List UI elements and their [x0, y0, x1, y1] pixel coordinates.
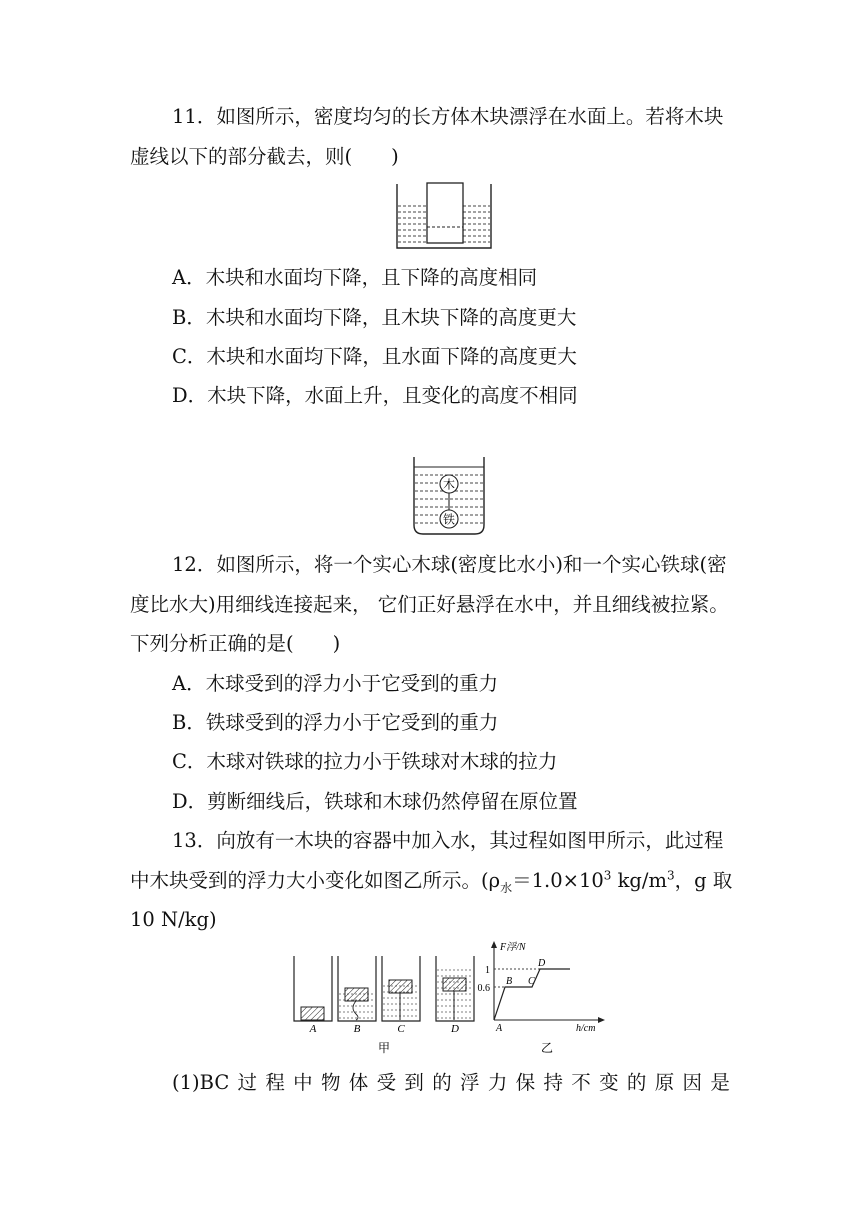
- q13-rho-subscript: 水: [500, 880, 513, 895]
- y-tick-1: 1: [485, 965, 490, 976]
- figure-yi-caption: 乙: [540, 1041, 554, 1055]
- q13-line-2d: ，g 取: [674, 869, 733, 892]
- container-b: [338, 956, 376, 1035]
- point-b-label: B: [506, 976, 513, 987]
- q12-figure-suspended-balls: [410, 455, 488, 537]
- q13-exp-2: 3: [666, 868, 675, 883]
- q13-sub-1-token: 物: [320, 1071, 341, 1094]
- q13-sub-1-token: 持: [543, 1071, 563, 1094]
- q12-option-d: D．剪断细线后，铁球和木球仍然停留在原位置: [172, 790, 578, 813]
- q13-sub-1-token: 的: [626, 1071, 647, 1094]
- q11-line-1: 11．如图所示，密度均匀的长方体木块漂浮在水面上。若将木块: [172, 105, 724, 128]
- q13-sub-1-token: 变: [599, 1071, 619, 1094]
- q11-option-c: C．木块和水面均下降，且水面下降的高度更大: [172, 345, 577, 368]
- q11-option-a: A．木块和水面均下降，且下降的高度相同: [172, 266, 538, 289]
- q11-line-2: 虚线以下的部分截去，则( ): [130, 145, 399, 168]
- container-c: [382, 956, 420, 1035]
- q13-figure-yi-graph: [476, 938, 612, 1060]
- q13-sub-1-token: 浮: [460, 1071, 480, 1094]
- q13-line-2: [130, 868, 732, 894]
- container-a: [294, 956, 332, 1035]
- q13-sub-1-token: 不: [571, 1071, 591, 1094]
- y-tick-0-6: 0.6: [477, 983, 490, 994]
- q13-line-3: 10 N/kg): [130, 908, 217, 931]
- q11-option-b: B．木块和水面均下降，且木块下降的高度更大: [172, 306, 577, 329]
- q11-figure-floating-block: [394, 180, 494, 252]
- q12-option-c: C．木球对铁球的拉力小于铁球对木球的拉力: [172, 750, 558, 773]
- q13-sub-1-token: 过: [237, 1071, 258, 1094]
- q13-sub-1-token: (1)BC: [172, 1071, 230, 1094]
- y-axis-label: F浮/N: [500, 942, 526, 953]
- q13-sub-1-token: 的: [432, 1071, 452, 1094]
- wood-ball-label: 木: [442, 477, 456, 492]
- q13-figure-jia: [290, 950, 480, 1060]
- point-c-label: C: [528, 976, 535, 987]
- q13-line-2b: ＝1.0×10: [512, 869, 604, 892]
- iron-ball-label: 铁: [442, 512, 456, 527]
- q13-sub-1-token: 中: [293, 1071, 313, 1094]
- container-a-label: A: [309, 1023, 317, 1035]
- container-c-label: C: [397, 1023, 405, 1035]
- q13-sub-1-token: 到: [404, 1071, 424, 1094]
- x-axis-label: h/cm: [576, 1023, 596, 1034]
- point-d-label: D: [538, 958, 546, 969]
- q13-sub-1-token: 体: [348, 1071, 369, 1094]
- q13-sub-1-token: 程: [265, 1071, 285, 1094]
- container-d-label: D: [451, 1023, 459, 1035]
- container-b-label: B: [353, 1023, 361, 1035]
- q12-option-a: A．木球受到的浮力小于它受到的重力: [172, 672, 499, 695]
- point-a-label: A: [496, 1023, 503, 1034]
- q13-sub-1: [172, 1070, 730, 1096]
- q13-sub-1-token: 力: [487, 1071, 508, 1094]
- q13-sub-1-token: 因: [682, 1071, 703, 1094]
- q13-line-1: 13．向放有一木块的容器中加入水，其过程如图甲所示，此过程: [172, 829, 724, 852]
- q13-sub-1-token: 原: [654, 1071, 675, 1094]
- q13-sub-1-token: 是: [710, 1071, 730, 1094]
- q12-line-1: 12．如图所示，将一个实心木球(密度比水小)和一个实心铁球(密: [172, 553, 727, 576]
- q13-line-2a: 中木块受到的浮力大小变化如图乙所示。(ρ: [130, 869, 501, 892]
- q13-exp-1: 3: [603, 868, 612, 883]
- q12-line-3: 下列分析正确的是( ): [130, 632, 341, 655]
- figure-jia-caption: 甲: [377, 1041, 391, 1055]
- q13-sub-1-token: 保: [515, 1071, 536, 1094]
- q12-option-b: B．铁球受到的浮力小于它受到的重力: [172, 711, 499, 734]
- q12-line-2: 度比水大)用细线连接起来， 它们正好悬浮在水中，并且细线被拉紧。: [130, 593, 729, 616]
- q13-line-2c: kg/m: [611, 869, 667, 892]
- q11-option-d: D．木块下降，水面上升，且变化的高度不相同: [172, 384, 578, 407]
- q13-sub-1-token: 受: [376, 1071, 397, 1094]
- container-d: [436, 956, 474, 1035]
